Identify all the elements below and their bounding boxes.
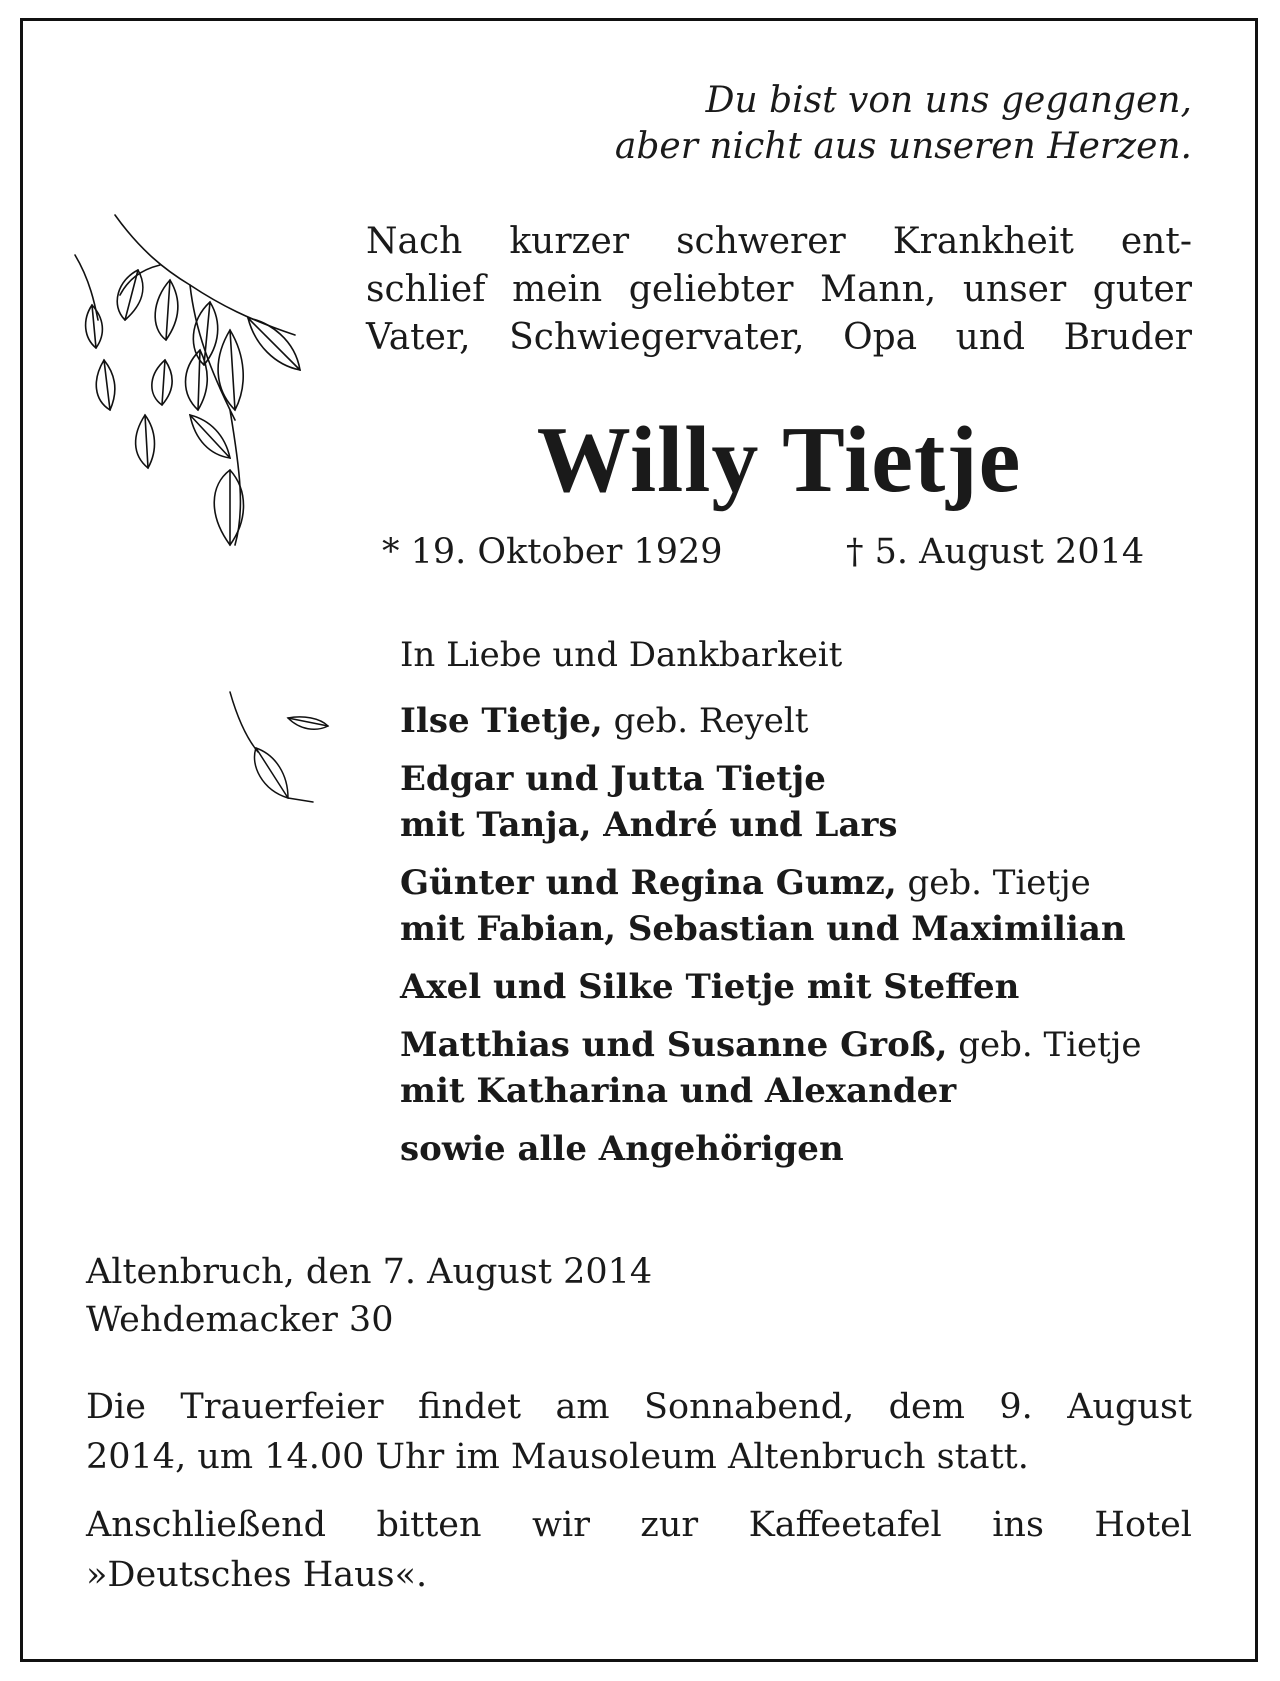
motto-line-2: aber nicht aus unseren Herzen.	[614, 126, 1192, 167]
funeral-line-1: Die Trauerfeier findet am Sonnabend, dem 9. August	[86, 1387, 1192, 1427]
family-axel	[400, 964, 1200, 1010]
intro-line-2: schlief mein geliebter Mann, unser guter	[366, 269, 1192, 310]
birth-date: * 19. Oktober 1929	[382, 532, 723, 572]
funeral-info	[86, 1382, 1192, 1482]
family-intro: In Liebe und Dankbarkeit	[400, 635, 843, 675]
family-matthias-names: Matthias und Susanne Groß,	[400, 1025, 948, 1065]
family-guenter	[400, 860, 1200, 906]
family-guenter-maiden: geb. Tietje	[896, 863, 1091, 903]
family-edgar	[400, 756, 1200, 802]
family-guenter-names: Günter und Regina Gumz,	[400, 863, 897, 903]
family-matthias-children	[400, 1068, 1200, 1114]
falling-leaves-icon	[228, 690, 358, 805]
death-date: † 5. August 2014	[846, 532, 1145, 572]
motto	[560, 78, 1192, 170]
family-guenter-children	[400, 906, 1200, 952]
funeral-line-2: 2014, um 14.00 Uhr im Mausoleum Altenbruch statt.	[86, 1437, 1029, 1477]
family-others	[400, 1126, 1200, 1172]
deceased-name: Willy Tietje	[536, 408, 1022, 512]
motto-line-1: Du bist von uns gegangen,	[705, 80, 1192, 121]
intro-line-1: Nach kurzer schwerer Krankheit ent-	[366, 221, 1192, 262]
coffee-info	[86, 1500, 1192, 1600]
family-guenter-children-names: mit Fabian, Sebastian und Maximilian	[400, 909, 1126, 949]
family-ilse-name: Ilse Tietje,	[400, 701, 603, 741]
coffee-line-2: »Deutsches Haus«.	[86, 1555, 428, 1595]
place-and-address	[86, 1248, 652, 1344]
intro-line-3: Vater, Schwiegervater, Opa und Bruder	[366, 317, 1192, 358]
intro-text	[366, 218, 1192, 362]
coffee-line-1: Anschließend bitten wir zur Kaffeetafel ins Hotel	[86, 1505, 1192, 1545]
birch-branch-icon	[70, 210, 330, 580]
family-axel-names: Axel und Silke Tietje mit Steffen	[400, 967, 1020, 1007]
family-edgar-names: Edgar und Jutta Tietje	[400, 759, 826, 799]
address: Wehdemacker 30	[86, 1300, 394, 1340]
family-matthias-maiden: geb. Tietje	[947, 1025, 1142, 1065]
family-matthias-children-names: mit Katharina und Alexander	[400, 1071, 957, 1111]
family-edgar-children	[400, 802, 1200, 848]
family-others-text: sowie alle Angehörigen	[400, 1129, 844, 1169]
family-matthias	[400, 1022, 1200, 1068]
family-edgar-children-names: mit Tanja, André und Lars	[400, 805, 898, 845]
place-date: Altenbruch, den 7. August 2014	[86, 1252, 653, 1292]
family-ilse	[400, 698, 1200, 744]
family-ilse-maiden: geb. Reyelt	[602, 701, 809, 741]
family-list	[400, 632, 1200, 1172]
